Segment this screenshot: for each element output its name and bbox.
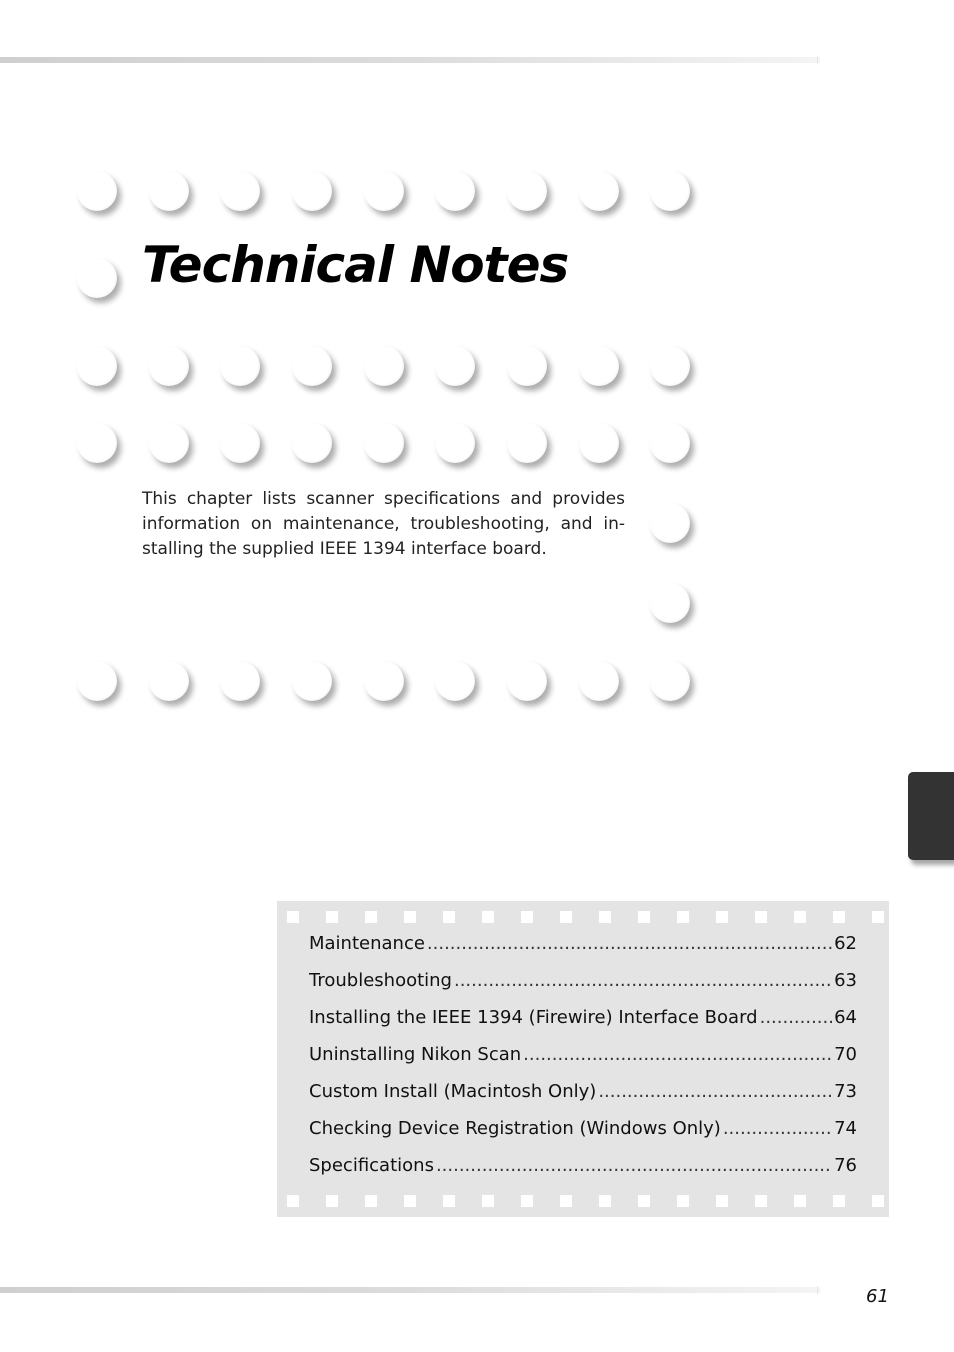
- decorative-dot: [77, 258, 117, 298]
- decorative-dot: [435, 423, 475, 463]
- film-sprocket-hole: [326, 1195, 338, 1207]
- decorative-dot: [220, 346, 260, 386]
- decorative-dot: [292, 171, 332, 211]
- film-sprocket-hole: [872, 911, 884, 923]
- decorative-dot: [579, 423, 619, 463]
- toc-dot-leader: [760, 999, 833, 1036]
- decorative-dot: [579, 346, 619, 386]
- film-sprocket-hole: [716, 1195, 728, 1207]
- decorative-dot: [77, 423, 117, 463]
- film-sprocket-hole: [599, 1195, 611, 1207]
- film-sprocket-hole: [560, 1195, 572, 1207]
- decorative-dot: [507, 171, 547, 211]
- film-sprocket-hole: [287, 1195, 299, 1207]
- decorative-dot: [149, 346, 189, 386]
- film-sprocket-hole: [638, 1195, 650, 1207]
- toc-entry-page: 70: [834, 1044, 857, 1065]
- decorative-dot: [650, 503, 690, 543]
- decorative-dot: [650, 423, 690, 463]
- toc-dot-leader: [427, 925, 832, 962]
- film-sprocket-hole: [404, 1195, 416, 1207]
- decorative-dot: [435, 661, 475, 701]
- decorative-dot: [507, 661, 547, 701]
- toc-entry-maintenance[interactable]: [309, 925, 857, 962]
- toc-entry-specifications[interactable]: [309, 1147, 857, 1184]
- film-sprocket-hole: [521, 1195, 533, 1207]
- film-sprocket-hole: [404, 911, 416, 923]
- decorative-dot: [650, 346, 690, 386]
- toc-entry-label: Installing the IEEE 1394 (Firewire) Interface Board: [309, 1007, 758, 1028]
- decorative-dot: [292, 661, 332, 701]
- toc-entry-label: Checking Device Registration (Windows Only): [309, 1118, 721, 1139]
- toc-entry-uninstalling-nikon-scan[interactable]: [309, 1036, 857, 1073]
- decorative-dot: [650, 583, 690, 623]
- film-sprocket-hole: [443, 1195, 455, 1207]
- decorative-dot: [220, 661, 260, 701]
- toc-dot-leader: [523, 1036, 832, 1073]
- film-sprocket-hole: [326, 911, 338, 923]
- decorative-dot: [650, 171, 690, 211]
- toc-entry-troubleshooting[interactable]: [309, 962, 857, 999]
- toc-entry-checking-device-registration[interactable]: [309, 1110, 857, 1147]
- decorative-dot: [220, 423, 260, 463]
- decorative-dot: [507, 346, 547, 386]
- toc-entry-page: 74: [834, 1118, 857, 1139]
- film-sprocket-hole: [755, 911, 767, 923]
- film-sprocket-hole: [638, 911, 650, 923]
- decorative-dot: [435, 346, 475, 386]
- decorative-dot: [77, 661, 117, 701]
- film-sprocket-hole: [872, 1195, 884, 1207]
- toc-entry-label: Specifications: [309, 1155, 434, 1176]
- page-number: 61: [866, 1286, 889, 1307]
- toc-dot-leader: [454, 962, 832, 999]
- film-sprocket-hole: [794, 1195, 806, 1207]
- toc-entry-installing-interface-board[interactable]: [309, 999, 857, 1036]
- toc-dot-leader: [723, 1110, 832, 1147]
- decorative-dot: [77, 171, 117, 211]
- decorative-dot: [579, 661, 619, 701]
- toc-entry-label: Maintenance: [309, 933, 425, 954]
- toc-entry-page: 73: [834, 1081, 857, 1102]
- toc-entry-page: 64: [834, 1007, 857, 1028]
- decorative-dot: [364, 171, 404, 211]
- film-sprocket-hole: [677, 1195, 689, 1207]
- toc-entry-custom-install[interactable]: [309, 1073, 857, 1110]
- decorative-dot: [77, 346, 117, 386]
- decorative-dot: [149, 661, 189, 701]
- film-sprocket-hole: [521, 911, 533, 923]
- toc-dot-leader: [436, 1147, 832, 1184]
- chapter-title: Technical Notes: [142, 236, 569, 294]
- film-sprocket-hole: [833, 1195, 845, 1207]
- film-sprocket-hole: [599, 911, 611, 923]
- toc-entry-page: 62: [834, 933, 857, 954]
- film-sprocket-hole: [833, 911, 845, 923]
- decorative-dot: [650, 661, 690, 701]
- decorative-dot: [435, 171, 475, 211]
- toc-entry-page: 76: [834, 1155, 857, 1176]
- film-sprocket-hole: [365, 911, 377, 923]
- decorative-dot: [579, 171, 619, 211]
- footer-rule-end-mark: [817, 1286, 818, 1294]
- decorative-dot: [149, 423, 189, 463]
- film-sprocket-hole: [482, 1195, 494, 1207]
- toc-entry-label: Custom Install (Macintosh Only): [309, 1081, 597, 1102]
- decorative-dot: [364, 661, 404, 701]
- film-sprocket-hole: [443, 911, 455, 923]
- table-of-contents: [309, 925, 857, 1184]
- decorative-dot: [220, 171, 260, 211]
- film-sprocket-hole: [365, 1195, 377, 1207]
- decorative-dot: [292, 423, 332, 463]
- film-sprocket-hole: [794, 911, 806, 923]
- chapter-thumb-tab: [908, 772, 954, 860]
- decorative-dot: [507, 423, 547, 463]
- toc-entry-page: 63: [834, 970, 857, 991]
- decorative-dot: [364, 346, 404, 386]
- film-sprocket-hole: [560, 911, 572, 923]
- decorative-dot: [364, 423, 404, 463]
- footer-rule: [0, 1287, 820, 1293]
- toc-dot-leader: [598, 1073, 832, 1110]
- film-sprocket-hole: [482, 911, 494, 923]
- toc-entry-label: Troubleshooting: [309, 970, 452, 991]
- decorative-dot: [149, 171, 189, 211]
- film-sprocket-hole: [716, 911, 728, 923]
- toc-entry-label: Uninstalling Nikon Scan: [309, 1044, 522, 1065]
- film-sprocket-hole: [287, 911, 299, 923]
- decorative-dot: [292, 346, 332, 386]
- film-sprocket-hole: [677, 911, 689, 923]
- chapter-intro: This chapter lists scanner specifications and provides information on maintenance, troubleshooting, and in-stalling the supplied IEEE 1394 interface board.: [142, 489, 625, 559]
- film-sprocket-hole: [755, 1195, 767, 1207]
